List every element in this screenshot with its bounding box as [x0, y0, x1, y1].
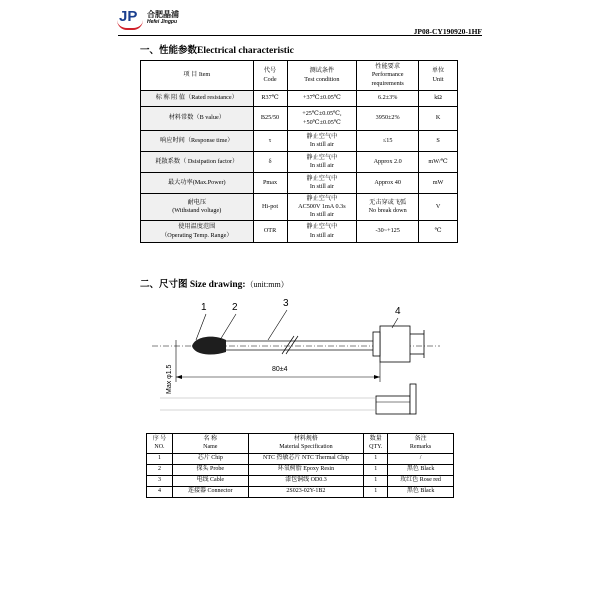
parts-remark-cell: /	[388, 454, 454, 465]
elec-header-cell	[141, 61, 254, 91]
elec-item-cell-line: （Operating Temp. Range）	[161, 231, 233, 239]
elec-row	[141, 107, 458, 131]
elec-requirement-cell	[357, 131, 419, 152]
parts-header-cell	[364, 434, 388, 454]
callout-2: 2	[232, 302, 238, 313]
parts-remark-cell: 黑色 Black	[388, 487, 454, 498]
elec-condition-cell	[287, 152, 357, 173]
parts-spec-cell: 漆包铜线 OD0.3	[248, 476, 364, 487]
callout-leader-3	[268, 310, 287, 340]
elec-item-cell-line: 耐电压	[187, 198, 207, 206]
parts-row	[147, 465, 454, 476]
elec-row	[141, 194, 458, 221]
callout-leader-1	[196, 314, 206, 340]
elec-requirement-cell-line: Approx 40	[374, 178, 401, 186]
elec-condition-cell	[287, 131, 357, 152]
elec-item-cell	[141, 91, 254, 107]
elec-row	[141, 152, 458, 173]
parts-qty-cell: 1	[364, 476, 388, 487]
parts-qty-cell: 1	[364, 465, 388, 476]
elec-condition-cell-line: 静止空气中	[306, 194, 338, 202]
parts-header-row	[147, 434, 454, 454]
elec-unit-cell: mW/℃	[419, 152, 458, 173]
parts-header-cell-line: 材料规格	[293, 436, 318, 443]
size-drawing-title: 二、尺寸图 Size drawing:	[140, 280, 246, 290]
parts-header-cell-line: 备注	[414, 436, 427, 443]
elec-code-cell: OTR	[253, 221, 287, 243]
elec-item-cell-line: 标 称 阻 值（Rated resistance）	[155, 94, 238, 102]
logo-swoosh-icon	[117, 20, 143, 30]
elec-condition-cell-line: In still air	[309, 231, 334, 239]
elec-condition-cell-line: 静止空气中	[306, 132, 338, 140]
company-name-en: Hefei Jingpu	[147, 19, 178, 25]
parts-no-cell: 3	[147, 476, 173, 487]
parts-header-cell-line: 名 称	[203, 436, 218, 443]
elec-item-cell	[141, 221, 254, 243]
elec-item-cell	[141, 107, 254, 131]
connector-body	[380, 326, 410, 362]
parts-header-cell-line: Name	[203, 443, 218, 450]
parts-header-cell	[172, 434, 248, 454]
elec-requirement-cell-line: 6.2±3%	[377, 94, 398, 102]
parts-name-cell: 芯片 Chip	[172, 454, 248, 465]
elec-code-cell: τ	[253, 131, 287, 152]
elec-header-row	[141, 61, 458, 91]
elec-row	[141, 173, 458, 194]
connector-side-body	[376, 396, 410, 414]
size-drawing	[140, 290, 460, 430]
parts-spec-cell: 环氧树脂 Epoxy Resin	[248, 465, 364, 476]
elec-item-cell	[141, 131, 254, 152]
elec-code-cell: δ	[253, 152, 287, 173]
parts-remark-cell: 黑色 Black	[388, 465, 454, 476]
callout-1: 1	[201, 302, 207, 313]
parts-header-cell-line: NO.	[154, 443, 165, 450]
parts-no-cell: 2	[147, 465, 173, 476]
elec-item-cell	[141, 194, 254, 221]
elec-requirement-cell-line: ≤15	[382, 136, 393, 144]
parts-header-cell	[248, 434, 364, 454]
elec-code-cell: B25/50	[253, 107, 287, 131]
elec-condition-cell-line: 静止空气中	[306, 153, 338, 161]
company-name-cn: 合肥晶浦	[147, 10, 179, 19]
parts-qty-cell: 1	[364, 454, 388, 465]
elec-requirement-cell-line: 无击穿或飞弧	[369, 198, 407, 206]
elec-item-cell-line: 使用温度范围	[178, 223, 216, 231]
probe-body	[192, 337, 226, 355]
elec-requirement-cell	[357, 173, 419, 194]
parts-row	[147, 487, 454, 498]
elec-unit-cell: V	[419, 194, 458, 221]
elec-unit-cell: K	[419, 107, 458, 131]
callout-3: 3	[283, 298, 289, 309]
parts-qty-cell: 1	[364, 487, 388, 498]
parts-name-cell: 探头 Probe	[172, 465, 248, 476]
parts-name-cell: 电线 Cable	[172, 476, 248, 487]
elec-requirement-cell-line: -30~+125	[375, 227, 400, 235]
parts-remark-cell: 玫红色 Rose red	[388, 476, 454, 487]
length-dimension-label: 80±4	[272, 366, 288, 373]
diameter-dimension-label: Max φ1.5	[166, 364, 173, 394]
connector-latch	[373, 332, 380, 356]
elec-condition-cell-line: In still air	[309, 162, 334, 169]
elec-requirement-cell	[357, 194, 419, 221]
parts-header-cell	[388, 434, 454, 454]
elec-requirement-cell-line: Approx 2.0	[373, 157, 402, 165]
elec-requirement-cell-line: No break down	[368, 207, 407, 214]
elec-item-cell-line: 材料常数（B value）	[168, 114, 225, 122]
elec-row	[141, 91, 458, 107]
elec-header-cell-line: 代号	[263, 67, 277, 75]
elec-condition-cell	[287, 107, 357, 131]
section-title-electrical: 一、性能参数Electrical characteristic	[140, 46, 294, 56]
parts-name-cell: 连接器 Connector	[172, 487, 248, 498]
elec-row	[141, 221, 458, 243]
parts-header-cell-line: QTY.	[369, 443, 383, 450]
section-title-size	[140, 276, 289, 290]
elec-code-cell: R37℃	[253, 91, 287, 107]
parts-header-cell-line: Remarks	[409, 443, 432, 450]
elec-requirement-cell	[357, 91, 419, 107]
elec-condition-cell-line: 静止空气中	[306, 223, 338, 231]
parts-no-cell: 1	[147, 454, 173, 465]
elec-condition-cell	[287, 91, 357, 107]
elec-item-cell-line: (Withstand voltage)	[172, 207, 222, 214]
parts-spec-cell: NTC 热敏芯片 NTC Thermal Chip	[248, 454, 364, 465]
elec-header-cell-line: Unit	[432, 75, 444, 83]
elec-unit-cell: S	[419, 131, 458, 152]
parts-no-cell: 4	[147, 487, 173, 498]
elec-condition-cell-line: In still air	[309, 141, 334, 148]
elec-header-cell-line: 测试条件	[309, 67, 335, 75]
elec-header-cell-line: requirements	[371, 79, 404, 87]
elec-unit-cell: kΩ	[419, 91, 458, 107]
callout-4: 4	[395, 306, 401, 317]
elec-unit-cell: mW	[419, 173, 458, 194]
elec-condition-cell-line: +50℃±0.05℃	[303, 118, 341, 126]
logo-mark: JP	[119, 8, 138, 25]
elec-header-cell-line: Performance	[371, 71, 404, 79]
elec-condition-cell-line: 静止空气中	[306, 174, 338, 182]
elec-requirement-cell	[357, 221, 419, 243]
elec-condition-cell-line: In still air	[309, 211, 334, 219]
elec-code-cell: Pmax	[253, 173, 287, 194]
parts-row	[147, 454, 454, 465]
header-divider	[118, 35, 478, 36]
elec-requirement-cell	[357, 107, 419, 131]
connector-side-latch	[410, 384, 416, 414]
elec-item-cell	[141, 173, 254, 194]
parts-header-cell-line: 序 号	[152, 436, 167, 443]
elec-condition-cell	[287, 194, 357, 221]
elec-item-cell-line: 耗散系数（ Dsisipation factor）	[155, 157, 239, 165]
elec-header-cell	[357, 61, 419, 91]
elec-item-cell	[141, 152, 254, 173]
elec-condition-cell-line: AC500V 1mA 0.3s	[298, 202, 346, 210]
elec-code-cell: Hi-pot	[253, 194, 287, 221]
elec-condition-cell	[287, 221, 357, 243]
elec-condition-cell-line: +37℃±0.05℃	[303, 94, 341, 102]
elec-requirement-cell	[357, 152, 419, 173]
elec-unit-cell: ℃	[419, 221, 458, 243]
elec-header-cell	[419, 61, 458, 91]
elec-item-cell-line: 最大功率(Max.Power)	[168, 178, 226, 186]
elec-condition-cell-line: +25℃±0.05℃,	[302, 110, 342, 118]
callout-leader-2	[220, 314, 236, 340]
parts-header-cell	[147, 434, 173, 454]
parts-table	[146, 433, 454, 498]
elec-item-cell-line: 响应时间（Response time）	[160, 136, 234, 144]
parts-row	[147, 476, 454, 487]
size-drawing-unit: （unit:mm）	[245, 280, 289, 289]
dim-arrow-left	[176, 375, 182, 379]
elec-requirement-cell-line: 3950±2%	[375, 114, 400, 122]
electrical-table	[140, 60, 458, 243]
elec-row	[141, 131, 458, 152]
elec-header-cell	[287, 61, 357, 91]
elec-header-cell-line: 单位	[431, 67, 445, 75]
elec-header-cell-line: Code	[263, 75, 277, 83]
elec-condition-cell	[287, 173, 357, 194]
elec-header-cell-line: Test condition	[304, 75, 340, 83]
elec-header-cell	[253, 61, 287, 91]
elec-header-cell-line: 性能要求	[375, 63, 401, 71]
dim-arrow-right	[374, 375, 380, 379]
elec-header-cell-line: 项 目 Item	[183, 71, 211, 79]
parts-spec-cell: 2S023-02Y-1B2	[248, 487, 364, 498]
document-number: JP08-CY190920-1HF	[413, 27, 482, 36]
parts-header-cell-line: 数量	[369, 436, 382, 443]
elec-condition-cell-line: In still air	[309, 183, 334, 190]
parts-header-cell-line: Material Specification	[279, 443, 333, 450]
